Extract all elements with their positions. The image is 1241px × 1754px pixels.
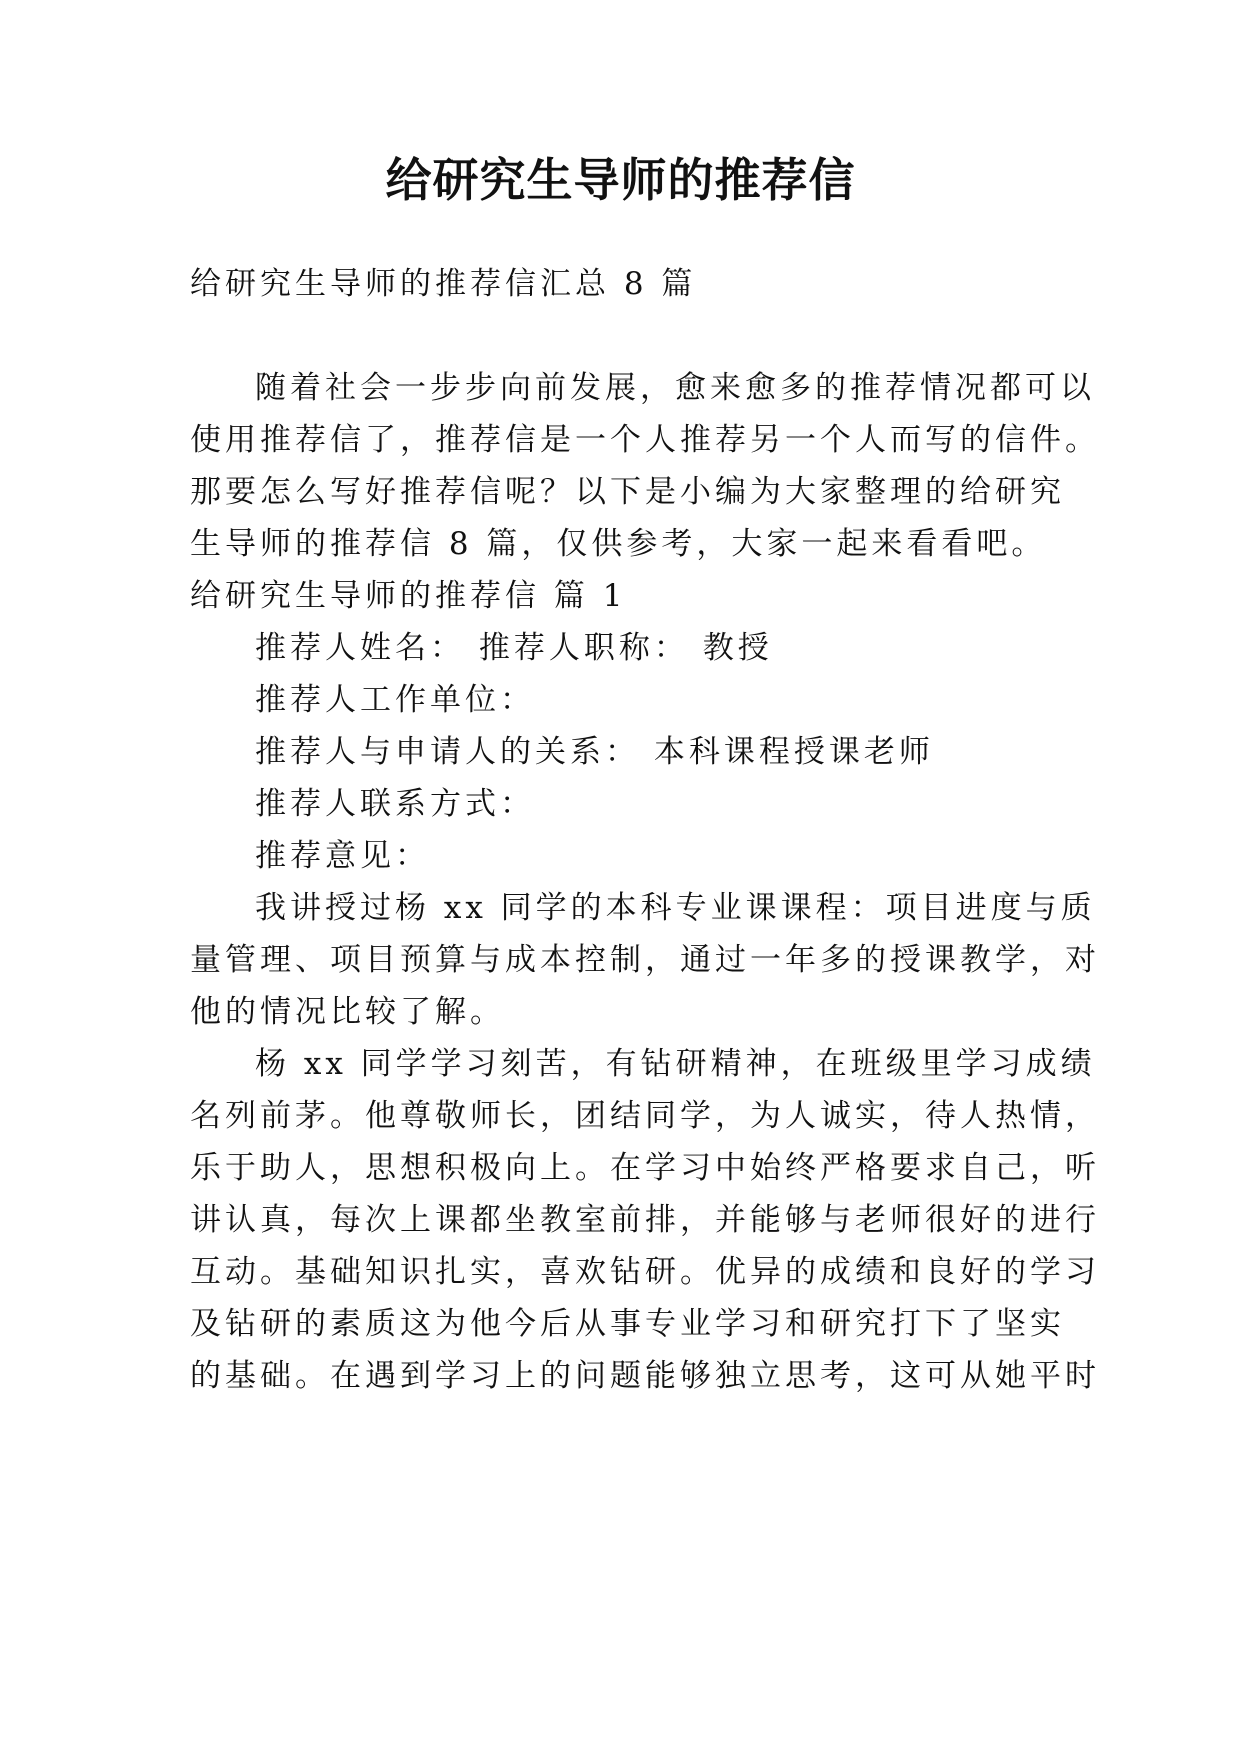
document-subtitle: 给研究生导师的推荐信汇总 8 篇 [190,266,697,302]
paragraph-line: 互动。基础知识扎实，喜欢钻研。优异的成绩和良好的学习 [190,1254,1100,1290]
intro-line: 那要怎么写好推荐信呢？以下是小编为大家整理的给研究 [190,474,1065,510]
intro-line: 随着社会一步步向前发展，愈来愈多的推荐情况都可以 [255,370,1095,406]
intro-line: 生导师的推荐信 8 篇，仅供参考，大家一起来看看吧。 [190,526,1047,562]
paragraph-line: 杨 xx 同学学习刻苦，有钻研精神，在班级里学习成绩 [255,1046,1096,1082]
paragraph-line: 的基础。在遇到学习上的问题能够独立思考，这可从她平时 [190,1358,1100,1394]
field-line: 推荐人联系方式： [255,786,535,822]
intro-line: 使用推荐信了，推荐信是一个人推荐另一个人而写的信件。 [190,422,1100,458]
section-heading: 给研究生导师的推荐信 篇 1 [190,578,627,614]
paragraph-line: 量管理、项目预算与成本控制，通过一年多的授课教学，对 [190,942,1100,978]
field-line: 推荐人工作单位： [255,682,535,718]
paragraph-line: 我讲授过杨 xx 同学的本科专业课课程：项目进度与质 [255,890,1096,926]
field-line: 推荐意见： [255,838,430,874]
field-line: 推荐人与申请人的关系： 本科课程授课老师 [255,734,934,770]
field-line: 推荐人姓名： 推荐人职称： 教授 [255,630,773,666]
paragraph-line: 乐于助人，思想积极向上。在学习中始终严格要求自己，听 [190,1150,1100,1186]
paragraph-line: 讲认真，每次上课都坐教室前排，并能够与老师很好的进行 [190,1202,1100,1238]
paragraph-line: 及钻研的素质这为他今后从事专业学习和研究打下了坚实 [190,1306,1065,1342]
document-title: 给研究生导师的推荐信 [385,153,856,207]
paragraph-line: 他的情况比较了解。 [190,994,505,1030]
paragraph-line: 名列前茅。他尊敬师长，团结同学，为人诚实，待人热情， [190,1098,1100,1134]
